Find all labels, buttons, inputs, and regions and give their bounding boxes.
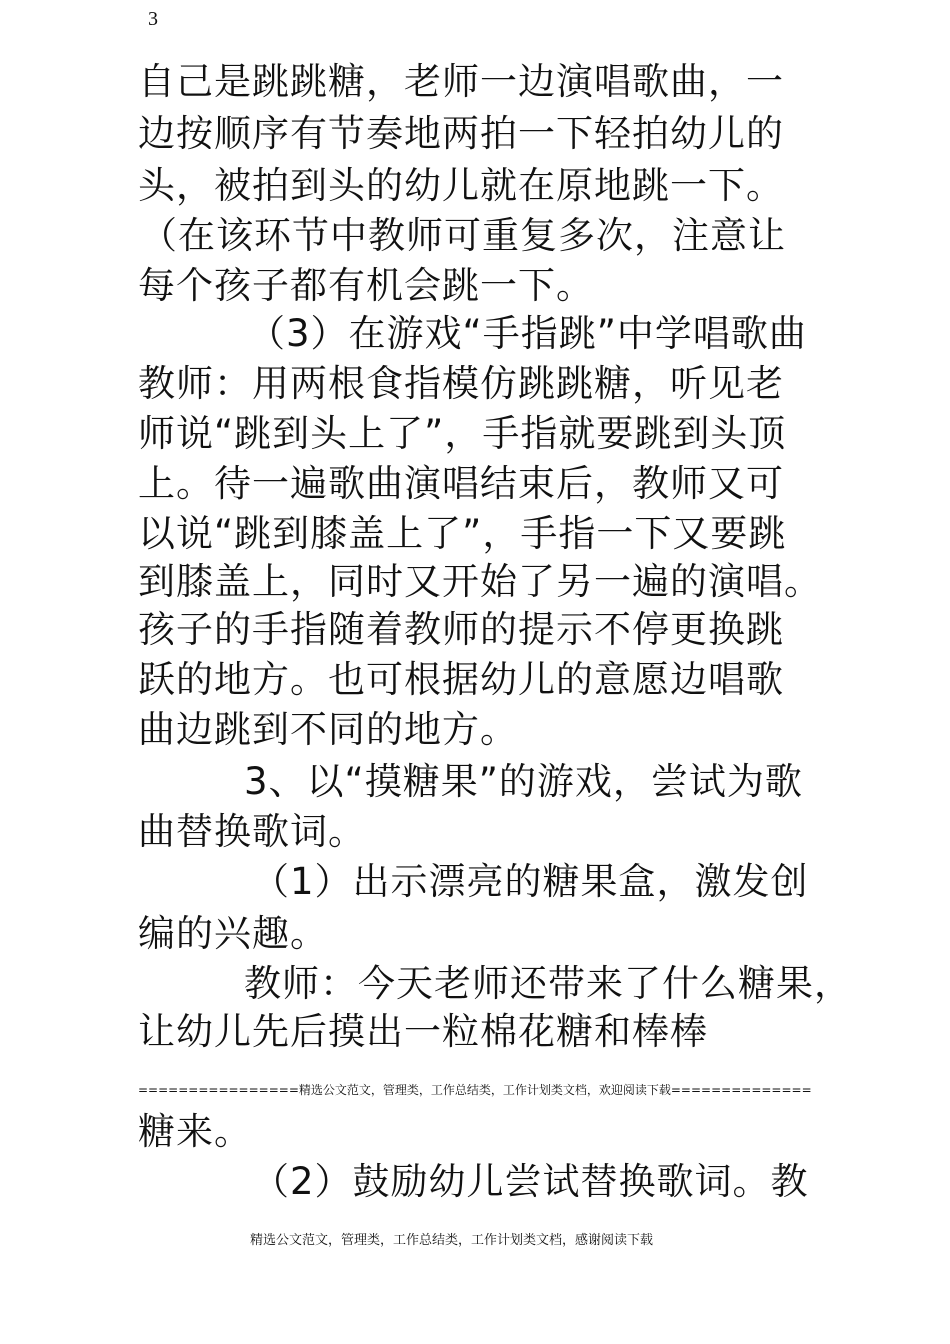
body-line: （2）鼓励幼儿尝试替换歌词。教	[252, 1160, 809, 1203]
body-line: 编的兴趣。	[138, 912, 328, 955]
body-line: （3）在游戏“手指跳”中学唱歌曲	[248, 312, 807, 355]
page-footer: 精选公文范文，管理类，工作总结类，工作计划类文档，感谢阅读下载	[250, 1233, 654, 1248]
body-line: 每个孩子都有机会跳一下。	[138, 264, 594, 307]
body-line: （在该环节中教师可重复多次，注意让	[140, 214, 786, 257]
body-line: 糖来。	[138, 1110, 252, 1153]
body-line: （1）出示漂亮的糖果盒，激发创	[252, 860, 809, 903]
body-line: 孩子的手指随着教师的提示不停更换跳	[138, 608, 784, 651]
body-line: 让幼儿先后摸出一粒棉花糖和棒棒	[138, 1010, 708, 1053]
body-line: 3、以“摸糖果”的游戏，尝试为歌	[244, 760, 803, 803]
body-line: 上。待一遍歌曲演唱结束后，教师又可	[138, 462, 784, 505]
body-line: 教师：今天老师还带来了什么糖果，	[244, 962, 852, 1005]
body-line: 头，被拍到头的幼儿就在原地跳一下。	[138, 164, 784, 207]
body-line: 跃的地方。也可根据幼儿的意愿边唱歌	[138, 658, 784, 701]
body-line: 曲边跳到不同的地方。	[138, 708, 518, 751]
body-line: 到膝盖上，同时又开始了另一遍的演唱。	[138, 560, 822, 603]
page-number: 3	[148, 8, 158, 30]
body-line: 以说“跳到膝盖上了”，手指一下又要跳	[138, 512, 787, 555]
body-line: 教师：用两根食指模仿跳跳糖，听见老	[138, 362, 784, 405]
body-line: 边按顺序有节奏地两拍一下轻拍幼儿的	[138, 112, 784, 155]
body-line: 曲替换歌词。	[138, 810, 366, 853]
body-line: 自己是跳跳糖，老师一边演唱歌曲，一	[138, 60, 784, 103]
body-line: 师说“跳到头上了”，手指就要跳到头顶	[138, 412, 787, 455]
section-divider: ================精选公文范文，管理类，工作总结类，工作计划类文档，欢迎阅读下载==============	[138, 1083, 812, 1097]
